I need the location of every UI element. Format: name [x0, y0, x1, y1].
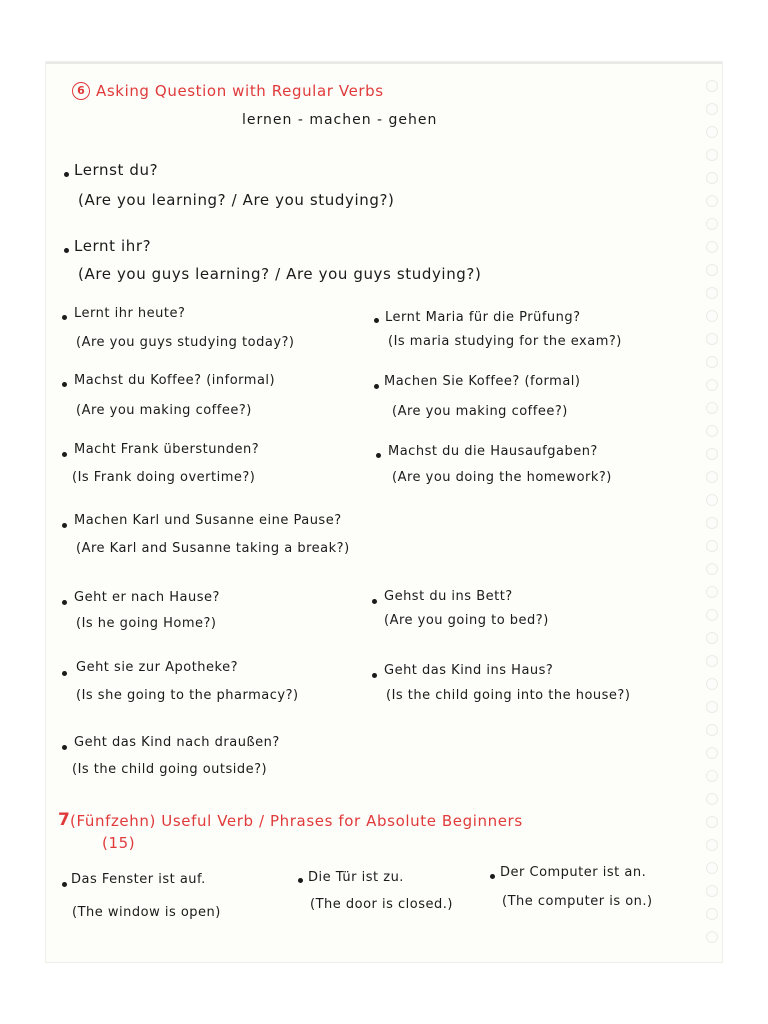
german-question: Machst du die Hausaufgaben? [388, 444, 598, 459]
binding-hole [706, 149, 718, 161]
english-translation: (The window is open) [72, 905, 221, 920]
binding-hole [706, 448, 718, 460]
binding-hole [706, 586, 718, 598]
bullet [62, 523, 67, 528]
section-title: (Fünfzehn) Useful Verb / Phrases for Absolute Beginners [70, 812, 523, 830]
german-phrase: Der Computer ist an. [500, 865, 647, 880]
binding-hole [706, 494, 718, 506]
binding-hole [706, 770, 718, 782]
binding-hole [706, 195, 718, 207]
german-question: Machen Karl und Susanne eine Pause? [74, 513, 342, 528]
binding-hole [706, 264, 718, 276]
binding-hole [706, 609, 718, 621]
bullet [372, 599, 377, 604]
page-background [0, 0, 768, 62]
german-question: Lernt ihr? [74, 237, 152, 255]
section-number-badge: 6 [72, 82, 90, 100]
english-translation: (Are you doing the homework?) [392, 470, 612, 485]
english-translation: (Are Karl and Susanne taking a break?) [76, 541, 350, 556]
bullet [490, 874, 495, 879]
english-translation: (Is he going Home?) [76, 616, 217, 631]
english-translation: (Is she going to the pharmacy?) [76, 688, 299, 703]
binding-hole [706, 379, 718, 391]
english-translation: (Are you making coffee?) [392, 404, 568, 419]
german-question: Geht das Kind nach draußen? [74, 735, 280, 750]
binding-hole [706, 931, 718, 943]
binding-hole [706, 563, 718, 575]
binding-hole [706, 310, 718, 322]
binding-hole [706, 80, 718, 92]
binding-hole [706, 724, 718, 736]
bullet [376, 453, 381, 458]
binding-hole [706, 517, 718, 529]
english-translation: (Are you guys studying today?) [76, 335, 295, 350]
bullet [62, 382, 67, 387]
german-question: Macht Frank überstunden? [74, 442, 260, 457]
german-question: Lernst du? [74, 161, 159, 179]
page-top-edge [46, 62, 722, 64]
binding-hole [706, 402, 718, 414]
bullet [62, 452, 67, 457]
binding-hole [706, 655, 718, 667]
binding-hole [706, 241, 718, 253]
bullet [374, 384, 379, 389]
binding-hole [706, 839, 718, 851]
german-question: Lernt ihr heute? [74, 306, 186, 321]
english-translation: (Is maria studying for the exam?) [388, 334, 622, 349]
bullet [374, 318, 379, 323]
german-question: Geht er nach Hause? [74, 590, 220, 605]
german-question: Lernt Maria für die Prüfung? [385, 310, 581, 325]
binding-hole [706, 793, 718, 805]
bullet [62, 315, 67, 320]
binding-hole [706, 471, 718, 483]
german-phrase: Das Fenster ist auf. [71, 872, 206, 887]
notebook-page [46, 62, 722, 962]
binding-hole [706, 908, 718, 920]
bullet [372, 673, 377, 678]
german-question: Geht sie zur Apotheke? [76, 660, 238, 675]
bullet [64, 172, 69, 177]
bullet [62, 671, 67, 676]
english-translation: (The computer is on.) [502, 894, 653, 909]
binding-hole [706, 356, 718, 368]
english-translation: (Are you going to bed?) [384, 613, 549, 628]
english-translation: (The door is closed.) [310, 897, 453, 912]
german-question: Geht das Kind ins Haus? [384, 663, 554, 678]
english-translation: (Is the child going outside?) [72, 762, 268, 777]
binding-hole [706, 862, 718, 874]
binding-hole [706, 816, 718, 828]
binding-hole [706, 701, 718, 713]
english-translation: (Are you guys learning? / Are you guys studying?) [78, 265, 482, 283]
binding-hole [706, 678, 718, 690]
bullet [62, 600, 67, 605]
german-phrase: Die Tür ist zu. [308, 870, 404, 885]
binding-hole [706, 333, 718, 345]
bullet [298, 878, 303, 883]
bullet [64, 248, 69, 253]
bullet [62, 745, 67, 750]
english-translation: (Are you making coffee?) [76, 403, 252, 418]
german-question: Machst du Koffee? (informal) [74, 373, 276, 388]
binding-hole [706, 540, 718, 552]
binding-hole [706, 172, 718, 184]
section-count: (15) [102, 834, 136, 852]
binding-hole [706, 632, 718, 644]
binding-hole [706, 218, 718, 230]
binding-hole [706, 425, 718, 437]
section-number: 7 [58, 810, 70, 830]
section-title: Asking Question with Regular Verbs [96, 82, 384, 100]
english-translation: (Are you learning? / Are you studying?) [78, 191, 395, 209]
bullet [62, 882, 67, 887]
german-question: Gehst du ins Bett? [384, 589, 513, 604]
binding-hole [706, 885, 718, 897]
binding-hole [706, 126, 718, 138]
binding-hole [706, 103, 718, 115]
binding-hole [706, 287, 718, 299]
binding-hole [706, 747, 718, 759]
binding-holes [702, 80, 718, 960]
english-translation: (Is the child going into the house?) [386, 688, 631, 703]
verb-list: lernen - machen - gehen [242, 112, 438, 128]
german-question: Machen Sie Koffee? (formal) [384, 374, 581, 389]
english-translation: (Is Frank doing overtime?) [72, 470, 256, 485]
